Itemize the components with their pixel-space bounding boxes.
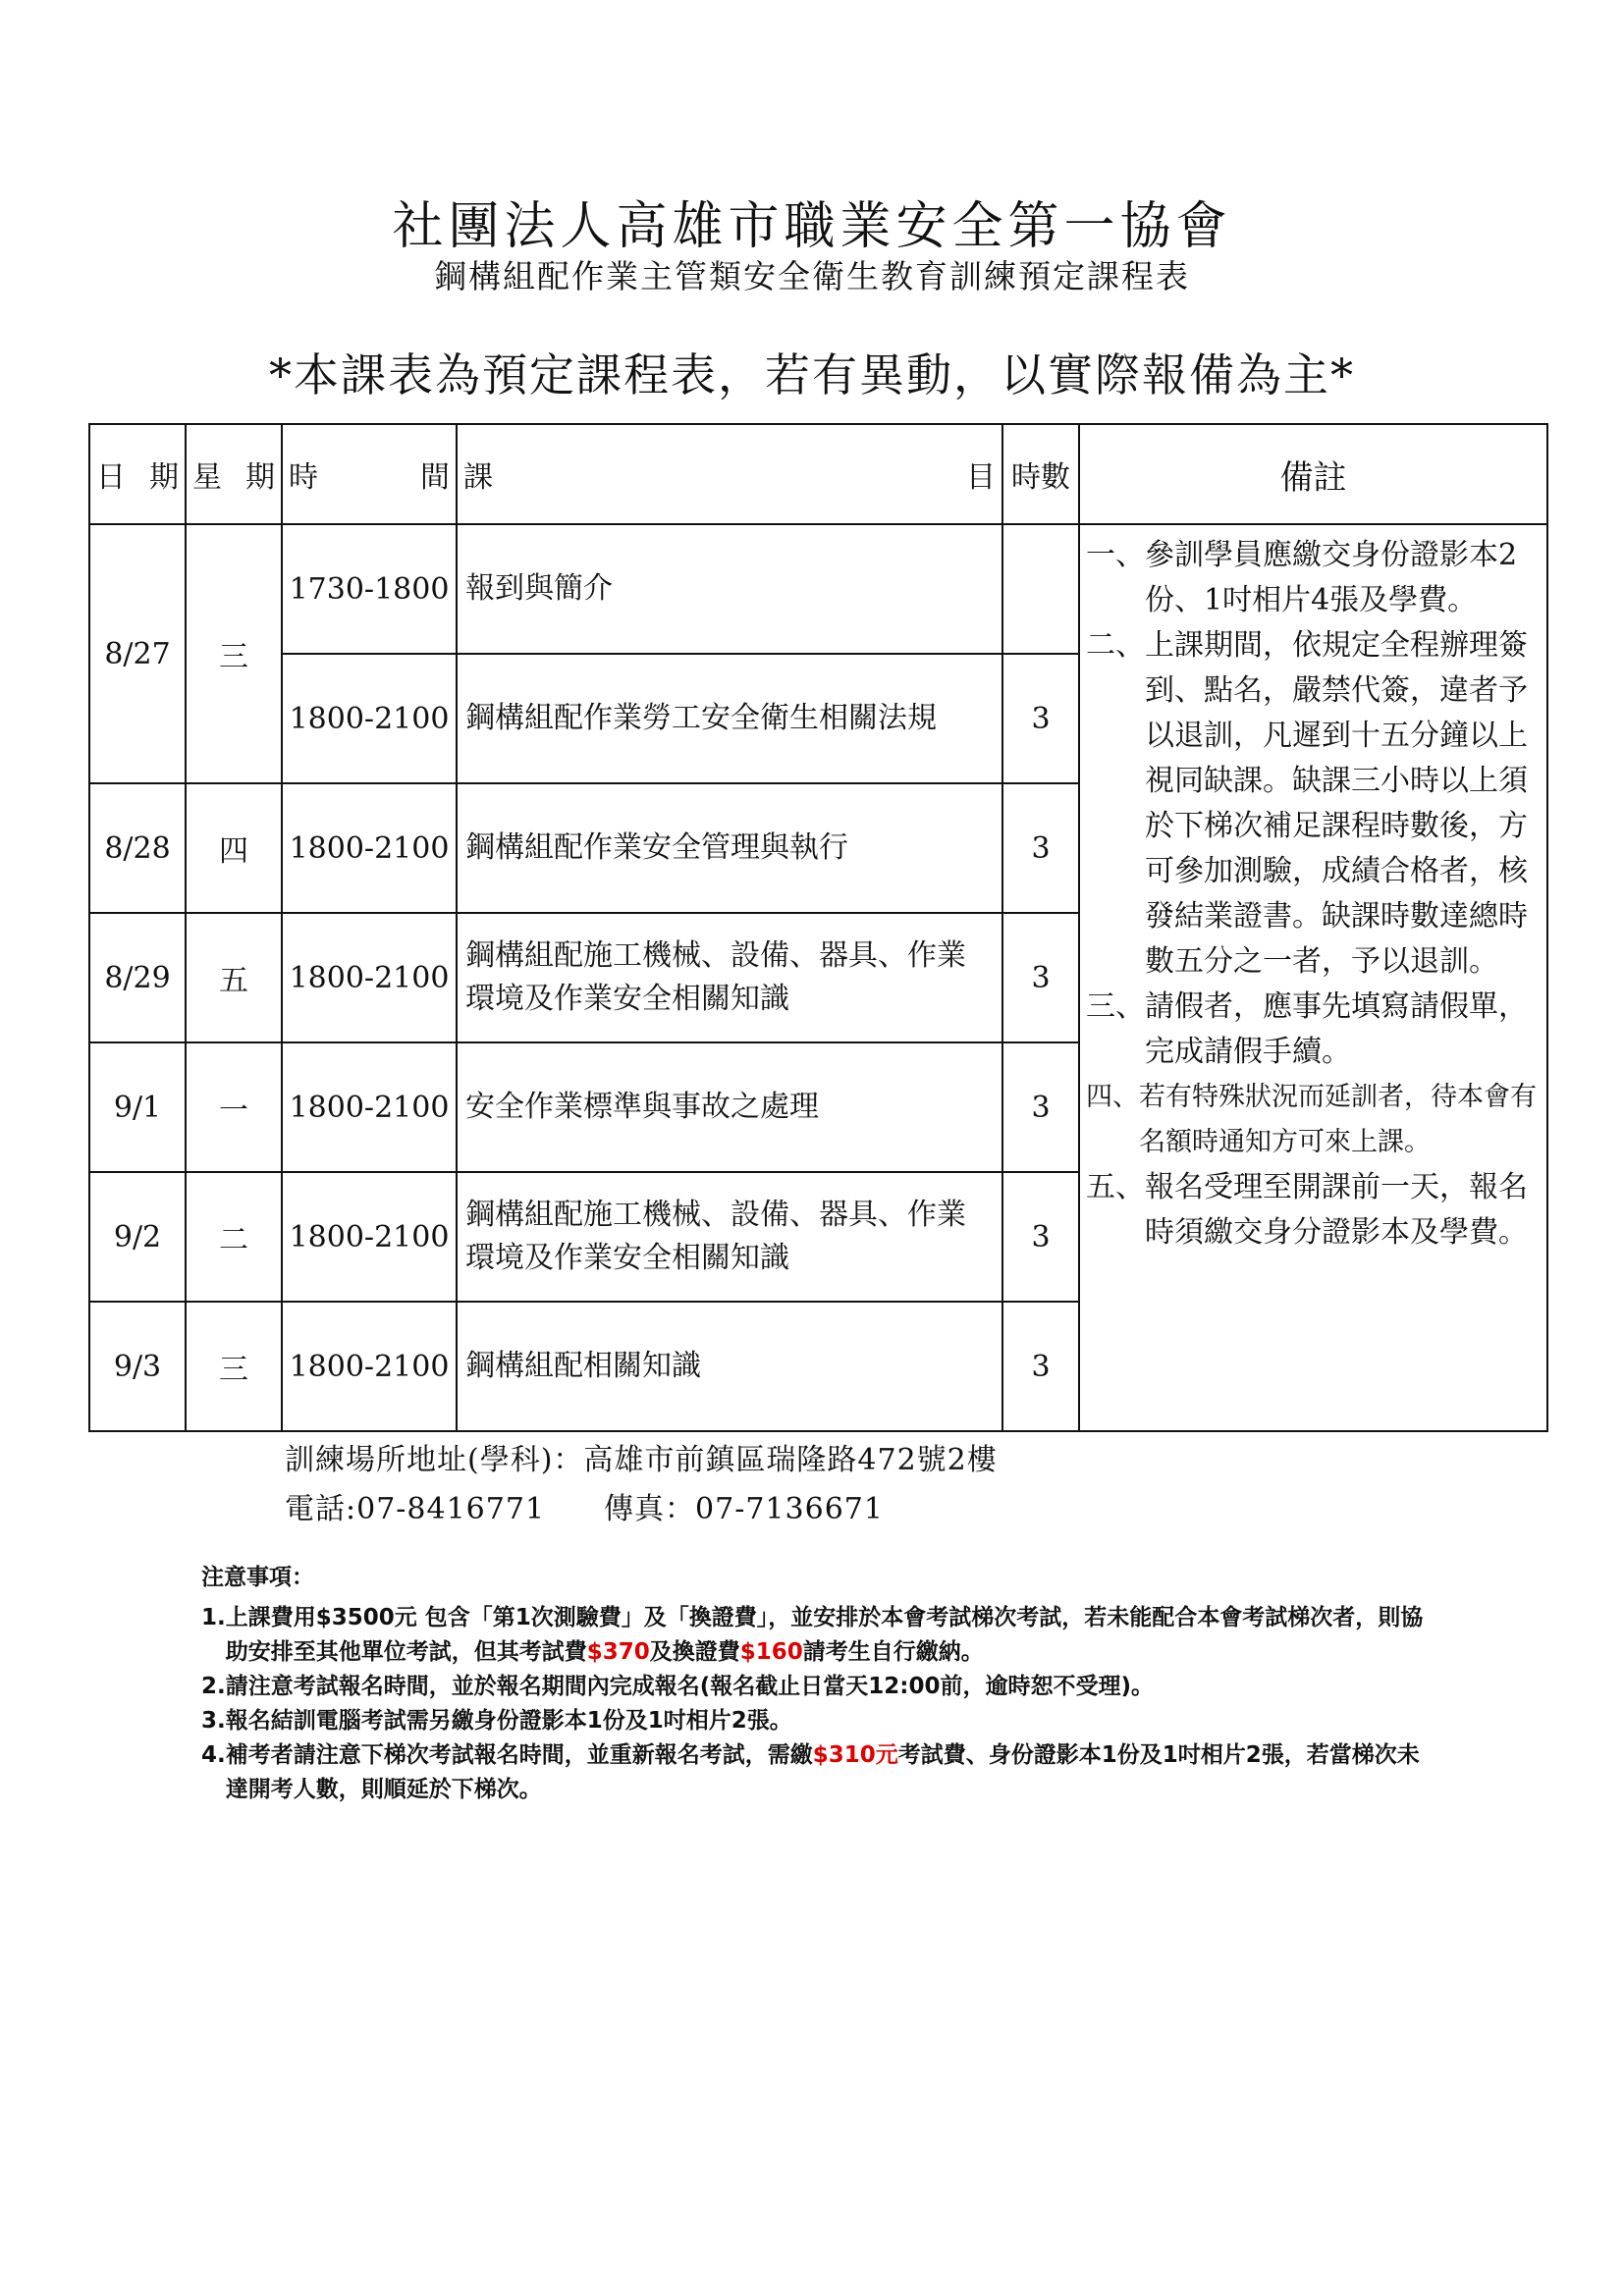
header-course: 課 目 [457,424,1002,524]
cell-time: 1730-1800 [282,524,457,654]
cell-date: 9/3 [89,1302,186,1431]
remark-item: 二、 上課期間，依規定全程辦理簽到、點名，嚴禁代簽，違者予以退訓，凡遲到十五分鐘以上視同缺課。缺課三小時以上須於下梯次補足課程時數後，方可參加測驗，成績合格者，核發結業證書。缺課時數達總時數五分之一者，予以退訓。 [1086,628,1528,979]
cell-course: 鋼構組配施工機械、設備、器具、作業環境及作業安全相關知識 [457,1172,1002,1302]
cell-weekday: 二 [186,1172,282,1302]
cell-course: 安全作業標準與事故之處理 [457,1042,1002,1172]
cell-hours: 3 [1002,783,1079,913]
note-item: 2. 請注意考試報名時間，並於報名期間內完成報名(報名截止日當天12:00前，逾時恕不受理)。 [201,1674,1154,1699]
cell-date: 9/1 [89,1042,186,1172]
cell-time: 1800-2100 [282,913,457,1042]
cell-date: 8/28 [89,783,186,913]
certificate-fee-highlight: $160 [739,1639,803,1665]
cell-time: 1800-2100 [282,1042,457,1172]
notes-section [201,1561,1438,1807]
table-header-row [89,424,1547,524]
exam-fee-highlight: $370 [586,1639,650,1665]
cell-date: 9/2 [89,1172,186,1302]
cell-time: 1800-2100 [282,783,457,913]
contact-line [285,1484,884,1527]
phone-number: 電話:07-8416771 [285,1492,546,1526]
cell-course: 鋼構組配施工機械、設備、器具、作業環境及作業安全相關知識 [457,913,1002,1042]
remark-item: 三、 請假者，應事先填寫請假單，完成請假手續。 [1086,989,1528,1069]
note-item: 1. 上課費用$3500元 包含「第1次測驗費」及「換證費」，並安排於本會考試梯次考試，若未能配合本會考試梯次者，則協助安排至其他單位考試，但其考試費$370及換證費$160請考生自行繳納。 [201,1605,1424,1665]
header-date: 日 期 [89,424,186,524]
cell-weekday: 一 [186,1042,282,1172]
cell-time: 1800-2100 [282,1172,457,1302]
schedule-table [88,423,1548,1432]
remark-item: 一、 參訓學員應繳交身份證影本2份、1吋相片4張及學費。 [1086,538,1518,617]
cell-hours: 3 [1002,654,1079,783]
page-title: 社團法人高雄市職業安全第一協會 [392,197,1232,256]
note-item: 3. 報名結訓電腦考試需另繳身份證影本1份及1吋相片2張。 [201,1708,792,1734]
cell-weekday: 三 [186,524,282,783]
note-item: 4. 補考者請注意下梯次考試報名時間，並重新報名考試，需繳$310元考試費、身份證影本1份及1吋相片2張，若當梯次未達開考人數，則順延於下梯次。 [201,1742,1420,1802]
cell-hours: 3 [1002,913,1079,1042]
cell-hours [1002,524,1079,654]
page-subtitle: 鋼構組配作業主管類安全衛生教育訓練預定課程表 [434,257,1190,295]
retake-fee-highlight: $310元 [812,1742,898,1768]
cell-date: 8/29 [89,913,186,1042]
header-remarks: 備註 [1079,424,1547,524]
cell-time: 1800-2100 [282,1302,457,1431]
training-address: 訓練場所地址(學科)：高雄市前鎮區瑞隆路472號2樓 [285,1443,998,1477]
cell-course: 報到與簡介 [457,524,1002,654]
cell-course: 鋼構組配作業安全管理與執行 [457,783,1002,913]
cell-course: 鋼構組配相關知識 [457,1302,1002,1431]
header-hours: 時數 [1002,424,1079,524]
table-row [89,524,1547,654]
cell-hours: 3 [1002,1042,1079,1172]
cell-weekday: 三 [186,1302,282,1431]
cell-date: 8/27 [89,524,186,783]
remark-item: 四、 若有特殊狀況而延訓者，待本會有名額時通知方可來上課。 [1086,1082,1537,1157]
cell-hours: 3 [1002,1172,1079,1302]
cell-course: 鋼構組配作業勞工安全衛生相關法規 [457,654,1002,783]
remarks-cell [1079,524,1547,1431]
schedule-notice: *本課表為預定課程表，若有異動，以實際報備為主* [269,348,1355,401]
header-time: 時 間 [282,424,457,524]
fax-number: 傳真：07-7136671 [604,1492,884,1526]
cell-time: 1800-2100 [282,654,457,783]
remark-item: 五、 報名受理至開課前一天，報名時須繳交身分證影本及學費。 [1086,1170,1528,1250]
header-weekday: 星 期 [186,424,282,524]
cell-weekday: 四 [186,783,282,913]
cell-weekday: 五 [186,913,282,1042]
notes-heading: 注意事項： [201,1565,314,1590]
cell-hours: 3 [1002,1302,1079,1431]
